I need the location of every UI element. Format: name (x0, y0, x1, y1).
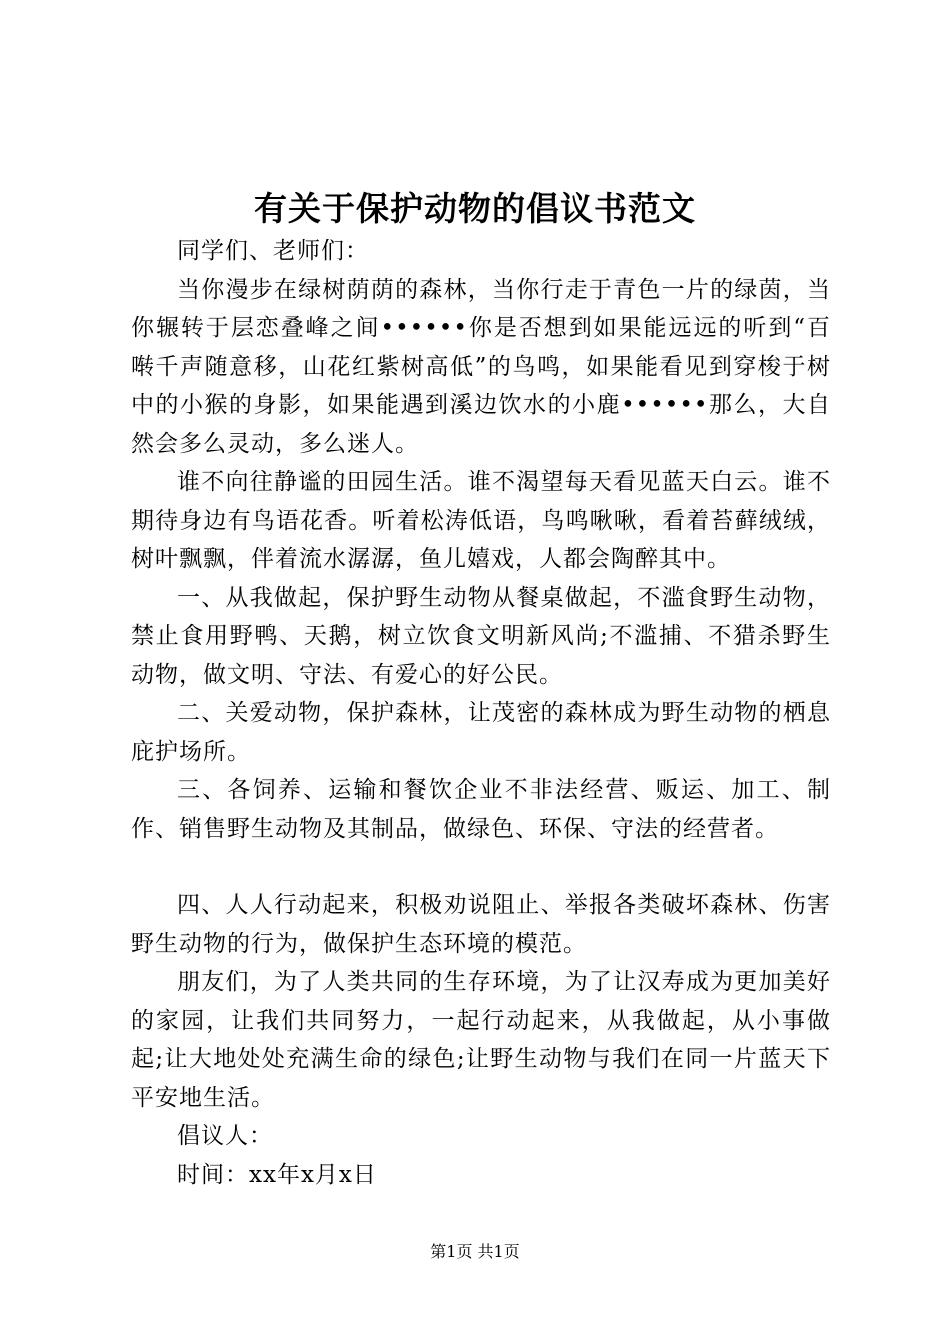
date-line: 时间：xx年x月x日 (177, 1161, 377, 1188)
paragraph-yearning: 谁不向往静谧的田园生活。谁不渴望每天看见蓝天白云。谁不期待身边有鸟语花香。听着松涛低语，鸟鸣啾啾，看着苔藓绒绒，树叶飘飘，伴着流水潺潺，鱼儿嬉戏，人都会陶醉其中。 (131, 469, 831, 572)
paragraph-closing: 朋友们，为了人类共同的生存环境，为了让汉寿成为更加美好的家园，让我们共同努力，一起行动起来，从我做起，从小事做起;让大地处处充满生命的绿色;让野生动物与我们在同一片蓝天下平安地生活。 (131, 969, 831, 1111)
page-footer: 第1页 共1页 (430, 1242, 520, 1261)
document-body (131, 232, 831, 1194)
greeting-line: 同学们、老师们： (177, 238, 369, 264)
paragraph-intro: 当你漫步在绿树荫荫的森林，当你行走于青色一片的绿茵，当你辗转于层恋叠峰之间••••••你是否想到如果能远远的听到“百啭千声随意移，山花红紫树高低”的鸟鸣，如果能看见到穿梭于树中的小猴的身影，如果能遇到溪边饮水的小鹿••••••那么，大自然会多么灵动，多么迷人。 (131, 276, 831, 457)
paragraph-point-two: 二、关爱动物，保护森林，让茂密的森林成为野生动物的栖息庇护场所。 (131, 700, 831, 765)
signatory-line: 倡议人： (177, 1123, 273, 1149)
paragraph-point-one: 一、从我做起，保护野生动物从餐桌做起，不滥食野生动物，禁止食用野鸭、天鹅，树立饮食文明新风尚;不滥捕、不猎杀野生动物，做文明、守法、有爱心的好公民。 (131, 584, 831, 688)
document-title: 有关于保护动物的倡议书范文 (254, 189, 696, 228)
paragraph-point-four: 四、人人行动起来，积极劝说阻止、举报各类破坏森林、伤害野生动物的行为，做保护生态环境的模范。 (131, 892, 831, 957)
paragraph-point-three: 三、各饲养、运输和餐饮企业不非法经营、贩运、加工、制作、销售野生动物及其制品，做绿色、环保、守法的经营者。 (131, 777, 831, 842)
